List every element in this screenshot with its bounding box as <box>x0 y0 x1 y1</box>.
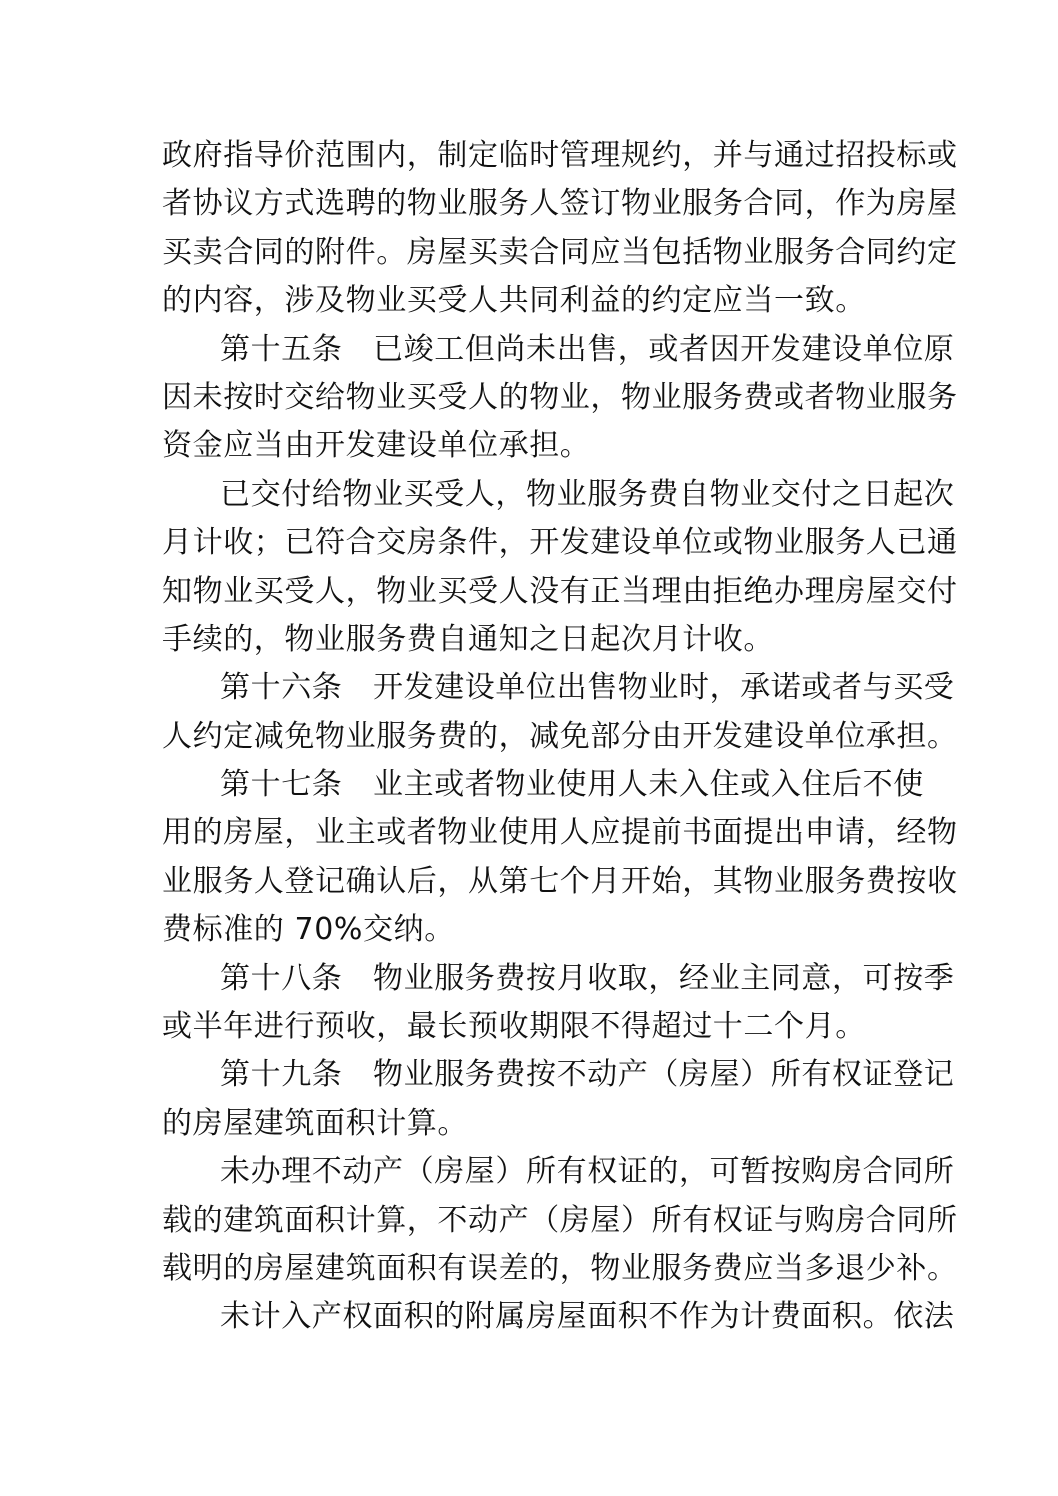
article-19-heading-line: 第十九条 物业服务费按不动产（房屋）所有权证登记 <box>220 1057 955 1093</box>
document-body <box>162 132 958 1342</box>
paragraph-start-line: 未计入产权面积的附属房屋面积不作为计费面积。依法 <box>220 1299 955 1335</box>
text-line: 者协议方式选聘的物业服务人签订物业服务合同，作为房屋 <box>162 186 958 222</box>
text-line: 的房屋建筑面积计算。 <box>162 1105 468 1141</box>
text-line: 业服务人登记确认后，从第七个月开始，其物业服务费按收 <box>162 863 958 899</box>
text-line: 用的房屋，业主或者物业使用人应提前书面提出申请，经物 <box>162 815 958 851</box>
text-line: 月计收；已符合交房条件，开发建设单位或物业服务人已通 <box>162 525 958 561</box>
text-line: 费标准的 70%交纳。 <box>162 912 455 948</box>
text-line: 政府指导价范围内，制定临时管理规约，并与通过招投标或 <box>162 138 958 173</box>
article-16-heading-line: 第十六条 开发建设单位出售物业时，承诺或者与买受 <box>220 670 955 706</box>
article-17-heading-line: 第十七条 业主或者物业使用人未入住或入住后不使 <box>220 767 924 803</box>
text-line: 买卖合同的附件。房屋买卖合同应当包括物业服务合同约定 <box>162 234 958 270</box>
text-line: 知物业买受人，物业买受人没有正当理由拒绝办理房屋交付 <box>162 573 958 609</box>
text-line: 人约定减免物业服务费的，减免部分由开发建设单位承担。 <box>162 718 958 754</box>
article-15-heading-line: 第十五条 已竣工但尚未出售，或者因开发建设单位原 <box>220 331 955 367</box>
text-line: 资金应当由开发建设单位承担。 <box>162 428 591 464</box>
paragraph-start-line: 未办理不动产（房屋）所有权证的，可暂按购房合同所 <box>220 1154 955 1190</box>
text-line: 载的建筑面积计算，不动产（房屋）所有权证与购房合同所 <box>162 1202 958 1238</box>
text-line: 的内容，涉及物业买受人共同利益的约定应当一致。 <box>162 283 866 319</box>
text-line: 或半年进行预收，最长预收期限不得超过十二个月。 <box>162 1009 866 1045</box>
paragraph-start-line: 已交付给物业买受人，物业服务费自物业交付之日起次 <box>220 476 955 512</box>
text-line: 手续的，物业服务费自通知之日起次月计收。 <box>162 621 774 657</box>
article-18-heading-line: 第十八条 物业服务费按月收取，经业主同意，可按季 <box>220 960 955 996</box>
text-line: 载明的房屋建筑面积有误差的，物业服务费应当多退少补。 <box>162 1250 958 1286</box>
text-line: 因未按时交给物业买受人的物业，物业服务费或者物业服务 <box>162 379 958 415</box>
